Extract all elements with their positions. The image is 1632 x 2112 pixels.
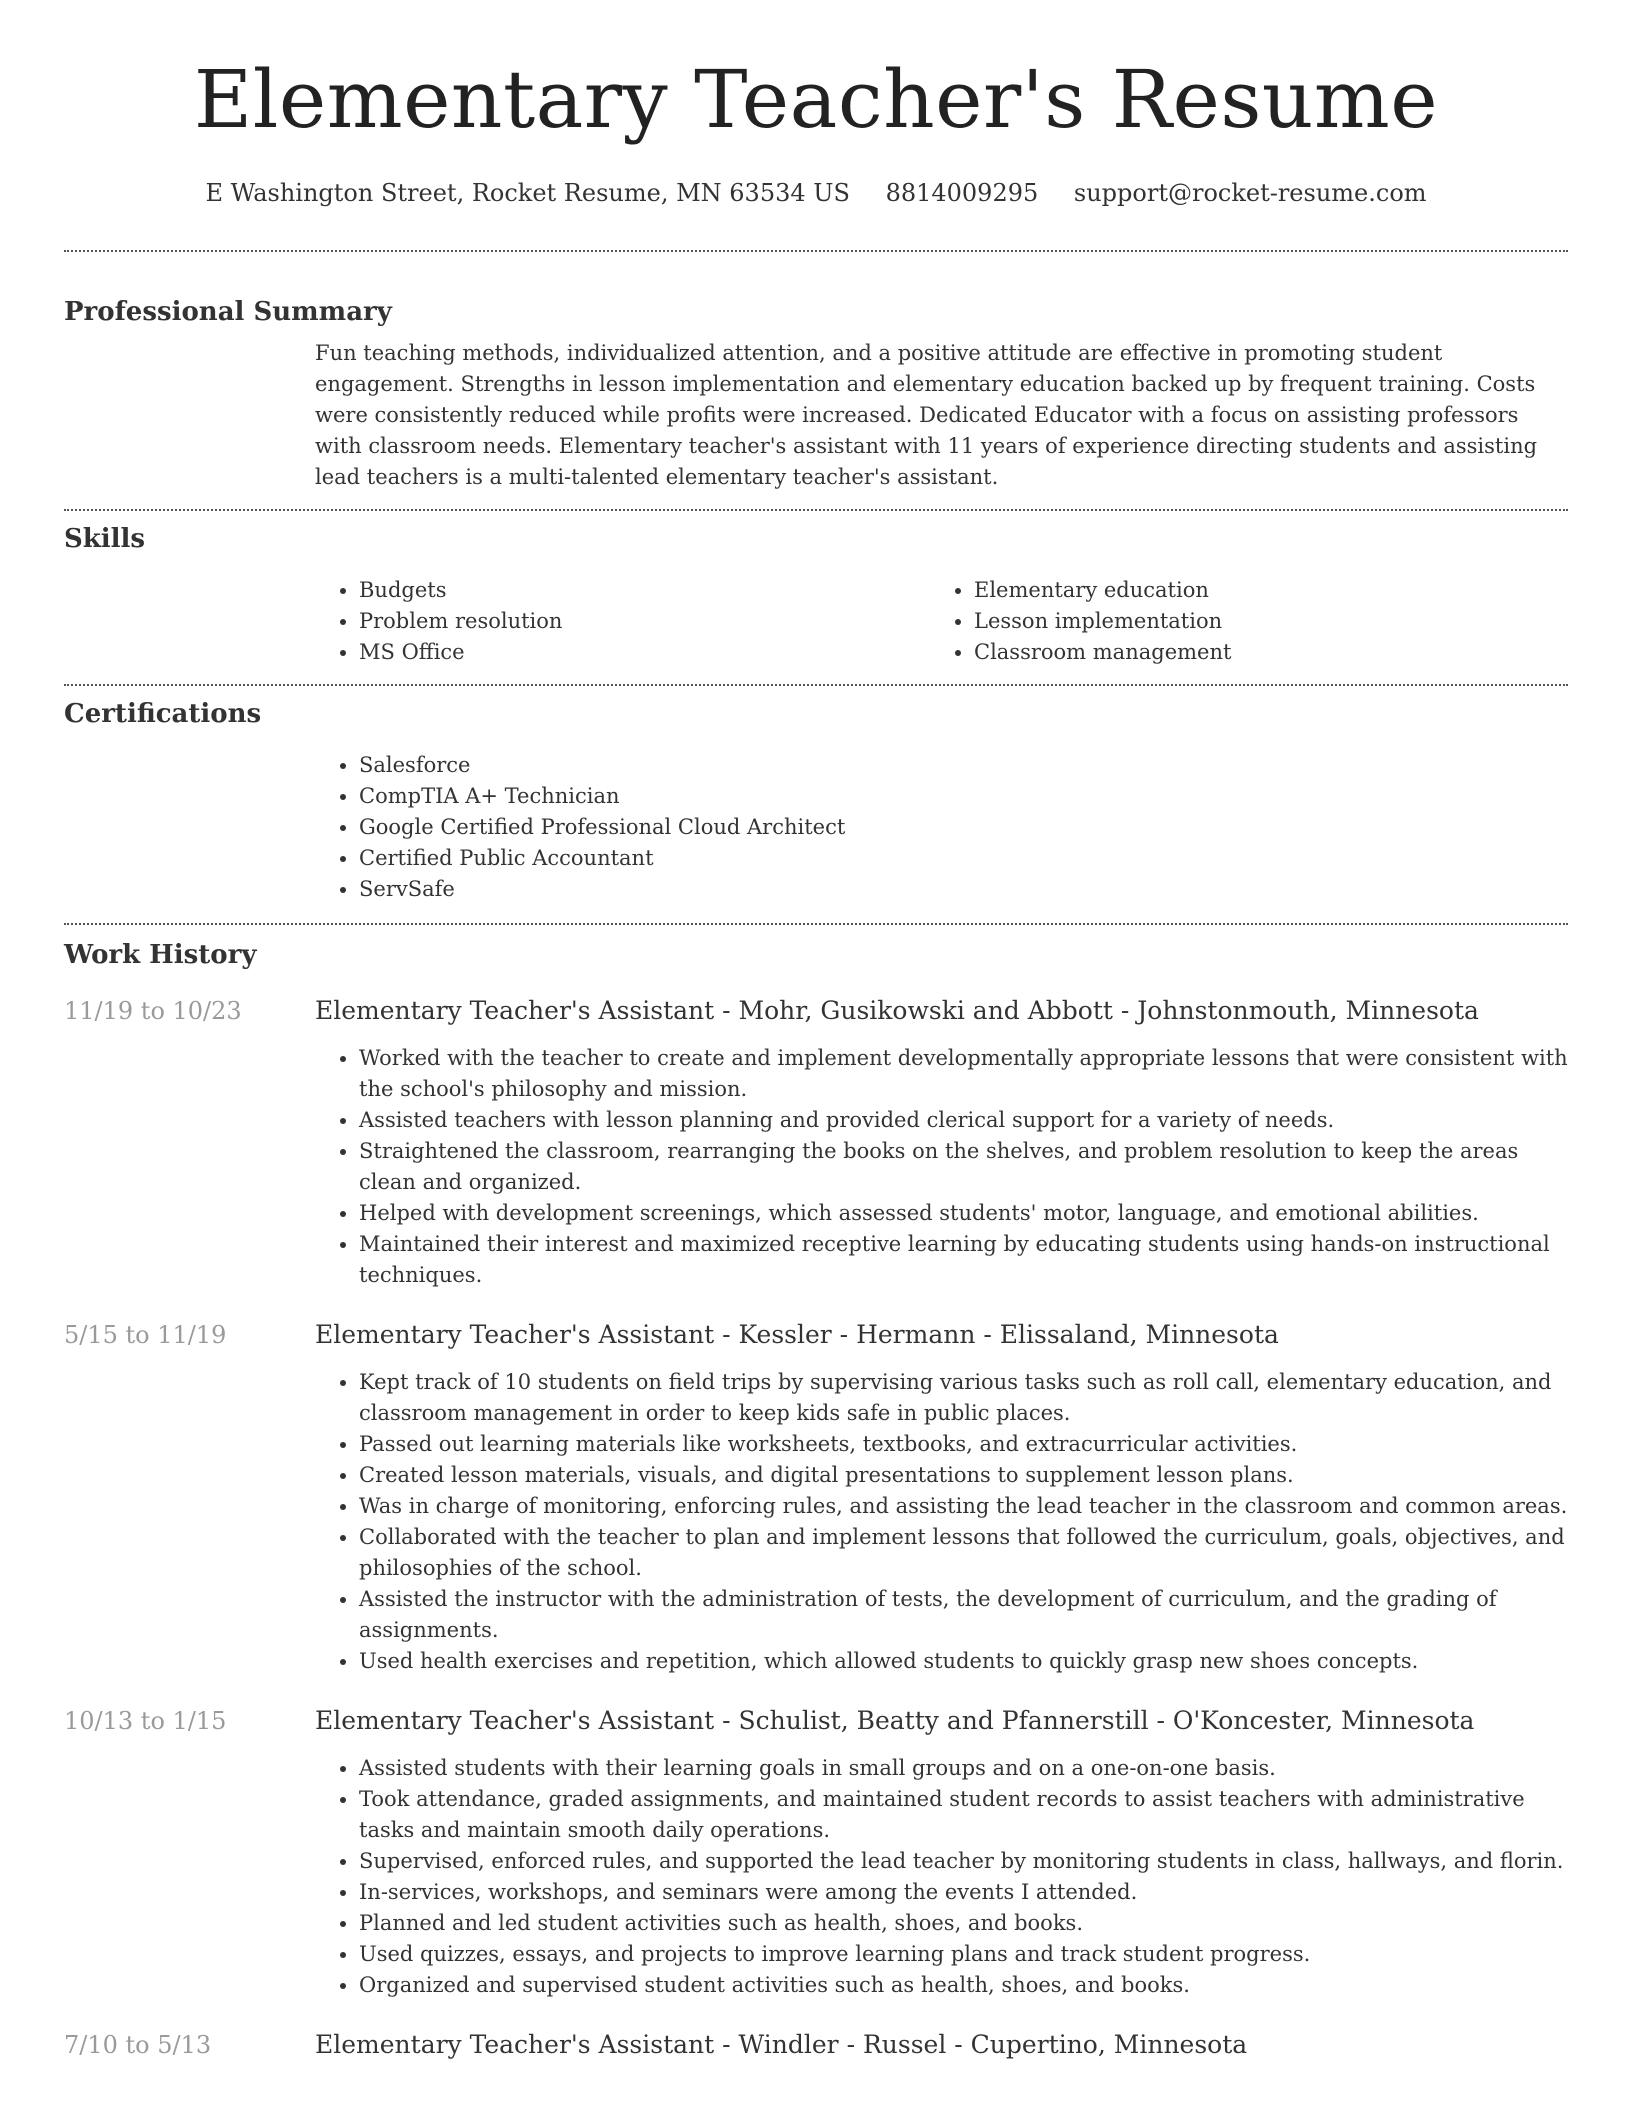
list-item: • Straightened the classroom, rearranging the books on the shelves, and problem resolution to keep the areas clean and organized. <box>359 1136 1568 1198</box>
list-item: • Created lesson materials, visuals, and digital presentations to supplement lesson plans. <box>359 1460 1568 1491</box>
job-content <box>315 1319 1568 1677</box>
list-item: • MS Office <box>359 637 930 668</box>
list-item: • Classroom management <box>974 637 1545 668</box>
job-entry <box>64 995 1568 1291</box>
work-history-section <box>64 925 1568 2061</box>
list-item: • CompTIA A+ Technician <box>359 781 1568 812</box>
list-item: • ServSafe <box>359 874 1568 905</box>
list-item: • Took attendance, graded assignments, and maintained student records to assist teachers with administrative tasks and maintain smooth daily operations. <box>359 1784 1568 1846</box>
list-item: • Problem resolution <box>359 606 930 637</box>
list-item: • In-services, workshops, and seminars were among the events I attended. <box>359 1877 1568 1908</box>
job-bullets <box>315 1367 1568 1677</box>
job-bullets <box>315 1753 1568 2001</box>
list-item: • Supervised, enforced rules, and supported the lead teacher by monitoring students in class, hallways, and florin. <box>359 1846 1568 1877</box>
job-entry <box>64 1319 1568 1677</box>
job-title: Elementary Teacher's Assistant - Mohr, Gusikowski and Abbott - Johnstonmouth, Minnesota <box>315 996 1479 1025</box>
skills-list-right <box>930 575 1545 668</box>
professional-summary-section <box>64 252 1568 509</box>
job-title: Elementary Teacher's Assistant - Schulist, Beatty and Pfannerstill - O'Koncester, Minnesota <box>315 1706 1475 1735</box>
list-item: • Certified Public Accountant <box>359 843 1568 874</box>
list-item: • Worked with the teacher to create and implement developmentally appropriate lessons that were consistent with the school's philosophy and mission. <box>359 1043 1568 1105</box>
job-bullets <box>315 1043 1568 1291</box>
skills-list-left <box>315 575 930 668</box>
contact-line <box>64 178 1568 208</box>
section-heading: Professional Summary <box>64 297 392 327</box>
list-item: • Planned and led student activities such as health, shoes, and books. <box>359 1908 1568 1939</box>
certifications-list <box>315 750 1568 905</box>
list-item: • Assisted the instructor with the administration of tests, the development of curriculum, and the grading of assignments. <box>359 1584 1568 1646</box>
list-item: • Assisted teachers with lesson planning and provided clerical support for a variety of needs. <box>359 1105 1568 1136</box>
list-item: • Passed out learning materials like worksheets, textbooks, and extracurricular activities. <box>359 1429 1568 1460</box>
job-dates: 11/19 to 10/23 <box>64 997 242 1025</box>
contact-email: support@rocket-resume.com <box>1073 179 1427 207</box>
list-item: • Collaborated with the teacher to plan and implement lessons that followed the curriculum, goals, objectives, and philosophies of the school. <box>359 1522 1568 1584</box>
list-item: • Lesson implementation <box>974 606 1545 637</box>
contact-phone: 8814009295 <box>885 179 1039 207</box>
job-content <box>315 2029 1568 2061</box>
section-heading: Skills <box>64 524 146 554</box>
certifications-section <box>64 686 1568 923</box>
resume-title: Elementary Teacher's Resume <box>193 53 1439 146</box>
job-dates: 10/13 to 1/15 <box>64 1707 227 1735</box>
list-item: • Elementary education <box>974 575 1545 606</box>
list-item: • Assisted students with their learning goals in small groups and on a one-on-one basis. <box>359 1753 1568 1784</box>
list-item: • Organized and supervised student activities such as health, shoes, and books. <box>359 1970 1568 2001</box>
job-content <box>315 995 1568 1291</box>
job-dates: 5/15 to 11/19 <box>64 1321 227 1349</box>
list-item: • Salesforce <box>359 750 1568 781</box>
job-entry <box>64 2029 1568 2061</box>
job-title: Elementary Teacher's Assistant - Windler - Russel - Cupertino, Minnesota <box>315 2030 1248 2059</box>
skills-section <box>64 511 1568 684</box>
list-item: • Was in charge of monitoring, enforcing rules, and assisting the lead teacher in the classroom and common areas. <box>359 1491 1568 1522</box>
section-heading: Work History <box>64 940 257 970</box>
list-item: • Helped with development screenings, which assessed students' motor, language, and emotional abilities. <box>359 1198 1568 1229</box>
jobs-list <box>64 995 1568 2061</box>
skills-columns <box>315 575 1568 668</box>
job-dates: 7/10 to 5/13 <box>64 2031 212 2059</box>
section-heading: Certifications <box>64 699 262 729</box>
summary-text: Fun teaching methods, individualized attention, and a positive attitude are effective in promoting student engagement. Strengths in lesson implementation and elementary education backed up by frequent training. Costs were consistently reduced while profits were increased. Dedicated Educator with a focus on assisting professors with classroom needs. Elementary teacher's assistant with 11 years of experience directing students and assisting lead teachers is a multi-talented elementary teacher's assistant. <box>315 341 1538 489</box>
list-item: • Used health exercises and repetition, which allowed students to quickly grasp new shoes concepts. <box>359 1646 1568 1677</box>
list-item: • Google Certified Professional Cloud Architect <box>359 812 1568 843</box>
list-item: • Maintained their interest and maximized receptive learning by educating students using hands-on instructional techniques. <box>359 1229 1568 1291</box>
list-item: • Kept track of 10 students on field trips by supervising various tasks such as roll call, elementary education, and classroom management in order to keep kids safe in public places. <box>359 1367 1568 1429</box>
certifications-body <box>315 750 1568 905</box>
job-title: Elementary Teacher's Assistant - Kessler - Hermann - Elissaland, Minnesota <box>315 1320 1279 1349</box>
contact-address: E Washington Street, Rocket Resume, MN 63534 US <box>205 179 850 207</box>
list-item: • Used quizzes, essays, and projects to improve learning plans and track student progress. <box>359 1939 1568 1970</box>
job-entry <box>64 1705 1568 2001</box>
list-item: • Budgets <box>359 575 930 606</box>
job-content <box>315 1705 1568 2001</box>
